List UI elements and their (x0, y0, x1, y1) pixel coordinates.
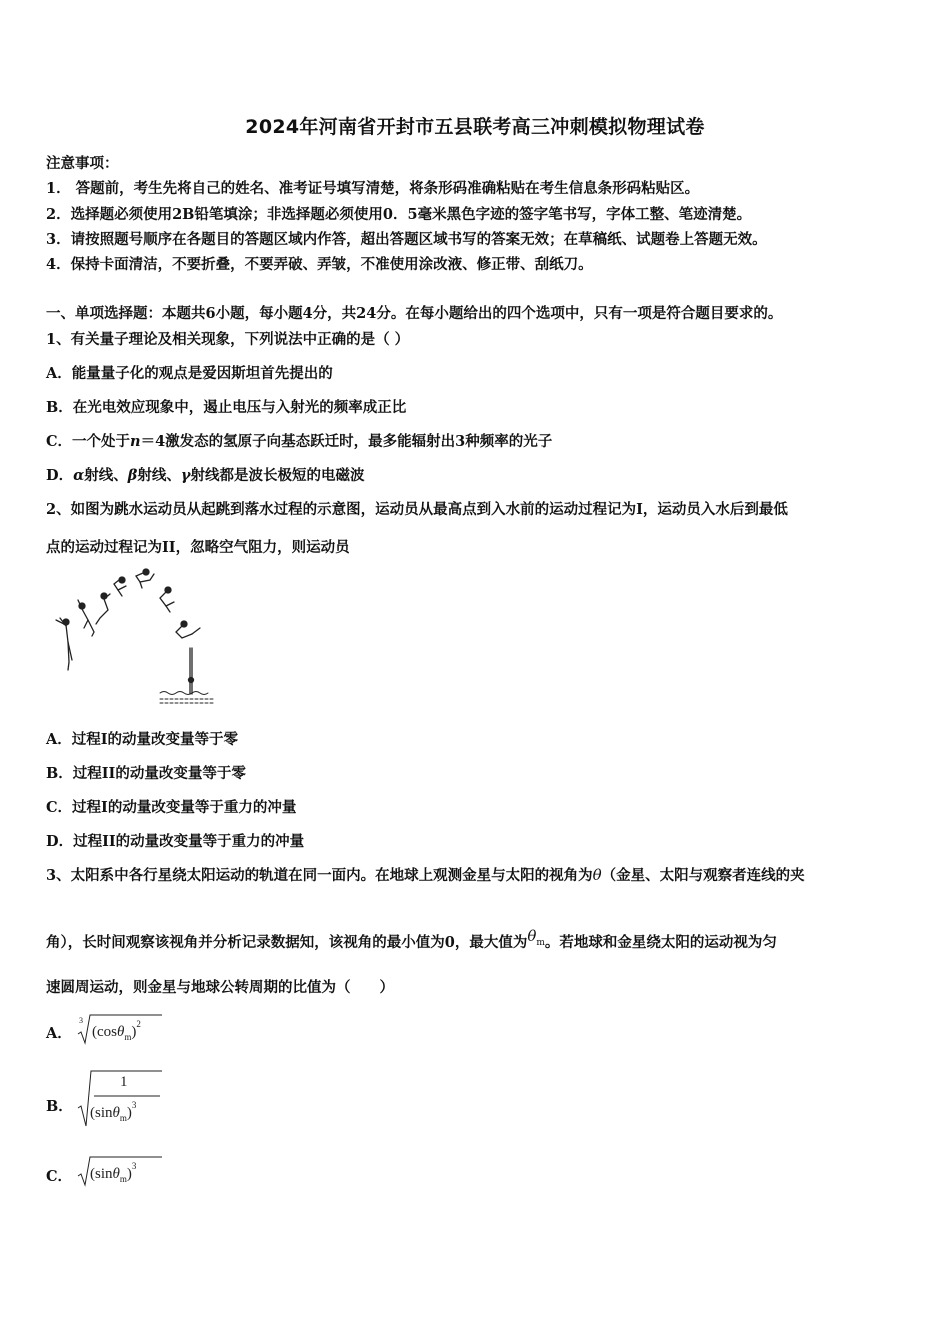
q2-option-b: B．过程II的动量改变量等于零 (46, 765, 246, 782)
water-surface (160, 692, 214, 704)
diver-pose-2 (78, 600, 94, 636)
q3-stem-line1: 3、太阳系中各行星绕太阳运动的轨道在同一面内。在地球上观测金星与太阳的视角为θ（金星、太阳与观察者连线的夹 (46, 866, 805, 884)
q1-option-a: A．能量量子化的观点是爱因斯坦首先提出的 (46, 365, 333, 382)
q3-stem-line3: 速圆周运动，则金星与地球公转周期的比值为（ ） (46, 979, 394, 996)
q3-stem-line2: 角），长时间观察该视角并分析记录数据知，该视角的最小值为0，最大值为$\theta_m$。若地球和金星绕太阳的运动视为匀 (46, 927, 777, 951)
diver-pose-1 (56, 618, 72, 670)
q2-stem-line2: 点的运动过程记为II，忽略空气阻力，则运动员 (46, 539, 350, 556)
diver-trajectory-figure (48, 562, 216, 710)
notice-item-2: 2．选择题必须使用2B铅笔填涂；非选择题必须使用0．5毫米黑色字迹的签字笔书写，字体工整、笔迹清楚。 (46, 206, 752, 223)
diver-pose-5 (136, 569, 154, 588)
notice-item-4: 4．保持卡面清洁，不要折叠，不要弄破、弄皱，不准使用涂改液、修正带、刮纸刀。 (46, 256, 593, 273)
section-heading: 一、单项选择题：本题共6小题，每小题4分，共24分。在每小题给出的四个选项中，只有一项是符合题目要求的。 (46, 305, 783, 322)
diver-pose-7 (176, 621, 200, 638)
q3-option-b-formula: 1 $(\sin\theta_m)^3$ (76, 1068, 166, 1128)
notice-heading: 注意事项： (46, 155, 119, 172)
q2-option-c: C．过程I的动量改变量等于重力的冲量 (46, 799, 297, 816)
q2-stem-line1: 2、如图为跳水运动员从起跳到落水过程的示意图，运动员从最高点到入水前的运动过程记为I，运动员入水后到最低 (46, 501, 788, 518)
page-title: 2024年河南省开封市五县联考高三冲刺模拟物理试卷 (245, 116, 705, 138)
notice-item-3: 3．请按照题号顺序在各题目的答题区域内作答，超出答题区域书写的答案无效；在草稿纸、试题卷上答题无效。 (46, 231, 767, 248)
notice-item-1: 1． 答题前，考生先将自己的姓名、准考证号填写清楚，将条形码准确粘贴在考生信息条形码粘贴区。 (46, 180, 700, 197)
q1-option-c: C．一个处于n＝4激发态的氢原子向基态跃迁时，最多能辐射出3种频率的光子 (46, 433, 553, 450)
q2-option-a: A．过程I的动量改变量等于零 (46, 731, 239, 748)
q1-option-d: D．α射线、β射线、γ射线都是波长极短的电磁波 (46, 467, 365, 484)
q3-option-b-label: B． (46, 1098, 73, 1115)
diver-pose-6 (160, 587, 174, 612)
diver-pose-3 (96, 593, 110, 624)
diver-pose-8 (189, 648, 194, 694)
q1-option-b: B．在光电效应现象中，遏止电压与入射光的频率成正比 (46, 399, 407, 416)
q2-option-d: D．过程II的动量改变量等于重力的冲量 (46, 833, 305, 850)
diver-pose-4 (114, 577, 126, 596)
q1-stem: 1、有关量子理论及相关现象，下列说法中正确的是（ ） (46, 331, 410, 348)
q3-option-c-label: C． (46, 1168, 73, 1185)
q3-option-c-formula: $(\sin\theta_m)^3$ (76, 1154, 166, 1188)
q3-option-a-label: A． (46, 1025, 72, 1042)
q3-option-a-formula: 3 $(\cos\theta_m)^2$ (76, 1012, 166, 1046)
